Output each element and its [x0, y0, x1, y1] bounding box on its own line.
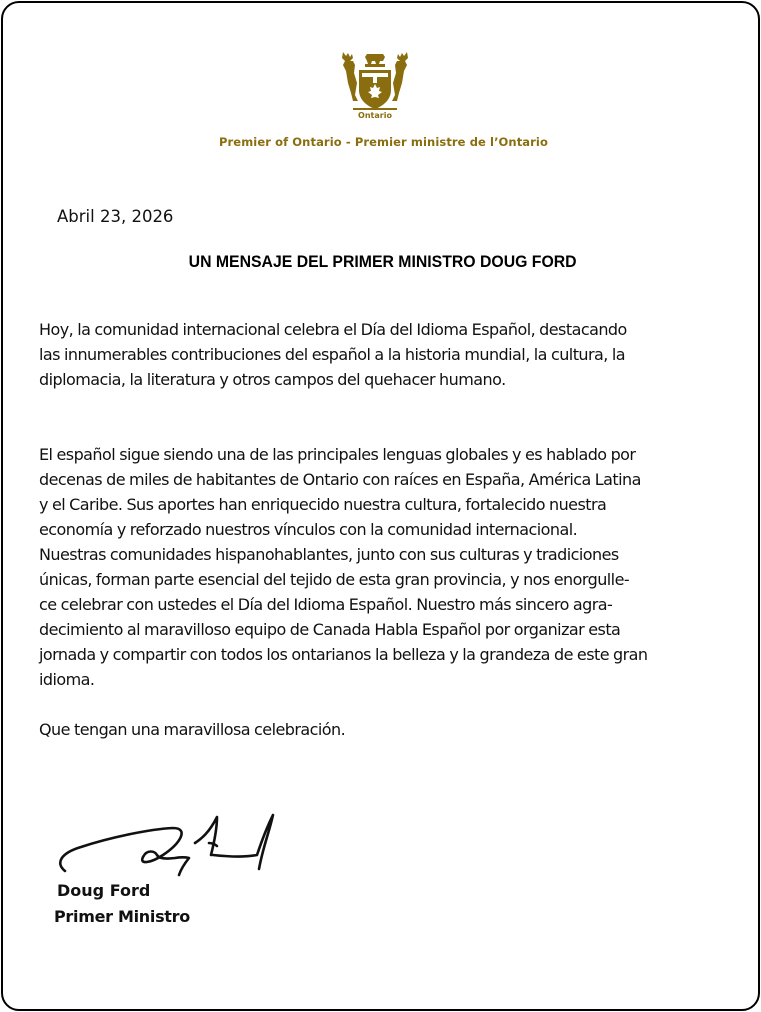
paragraph-line: y el Caribe. Sus aportes han enriquecido nuestra cultura, fortalecido nuestra [39, 495, 607, 514]
paragraph-line: idioma. [39, 670, 95, 689]
paragraph-3 [39, 542, 739, 692]
paragraph-line: jornada y compartir con todos los ontarianos la belleza y la grandeza de este gran [39, 645, 648, 664]
paragraph-line: decimiento al maravilloso equipo de Canada Habla Español por organizar esta [39, 620, 621, 639]
paragraph-line: economía y reforzado nuestros vínculos con la comunidad internacional. [39, 520, 578, 539]
paragraph-2 [39, 442, 739, 542]
paragraph-line: Hoy, la comunidad internacional celebra el Día del Idioma Español, destacando [39, 320, 627, 339]
office-line: Premier of Ontario - Premier ministre de l’Ontario [219, 135, 548, 149]
paragraph-line: Que tengan una maravillosa celebración. [39, 720, 346, 739]
paragraph-line: Nuestras comunidades hispanohablantes, junto con sus culturas y tradiciones [39, 545, 619, 564]
signer-name: Doug Ford [57, 881, 151, 900]
paragraph-line: diplomacia, la literatura y otros campos del quehacer humano. [39, 370, 506, 389]
paragraph-1 [39, 317, 739, 392]
letter-date: Abril 23, 2026 [57, 207, 174, 226]
signer-title: Primer Ministro [54, 907, 190, 926]
paragraph-line: las innumerables contribuciones del español a la historia mundial, la cultura, la [39, 345, 626, 364]
letter-page [1, 1, 760, 1011]
paragraph-line: únicas, forman parte esencial del tejido de esta gran provincia, y nos enorgulle- [39, 570, 630, 589]
closing-line [39, 717, 739, 742]
paragraph-line: decenas de miles de habitantes de Ontario con raíces en España, América Latina [39, 470, 641, 489]
paragraph-line: ce celebrar con ustedes el Día del Idioma Español. Nuestro más sincero agra- [39, 595, 613, 614]
ontario-coat-of-arms-logo [339, 48, 411, 120]
letter-title: UN MENSAJE DEL PRIMER MINISTRO DOUG FORD [188, 252, 577, 271]
handwritten-signature [51, 803, 291, 883]
paragraph-line: El español sigue siendo una de las principales lenguas globales y es hablado por [39, 445, 636, 464]
crest-label: Ontario [358, 111, 392, 120]
